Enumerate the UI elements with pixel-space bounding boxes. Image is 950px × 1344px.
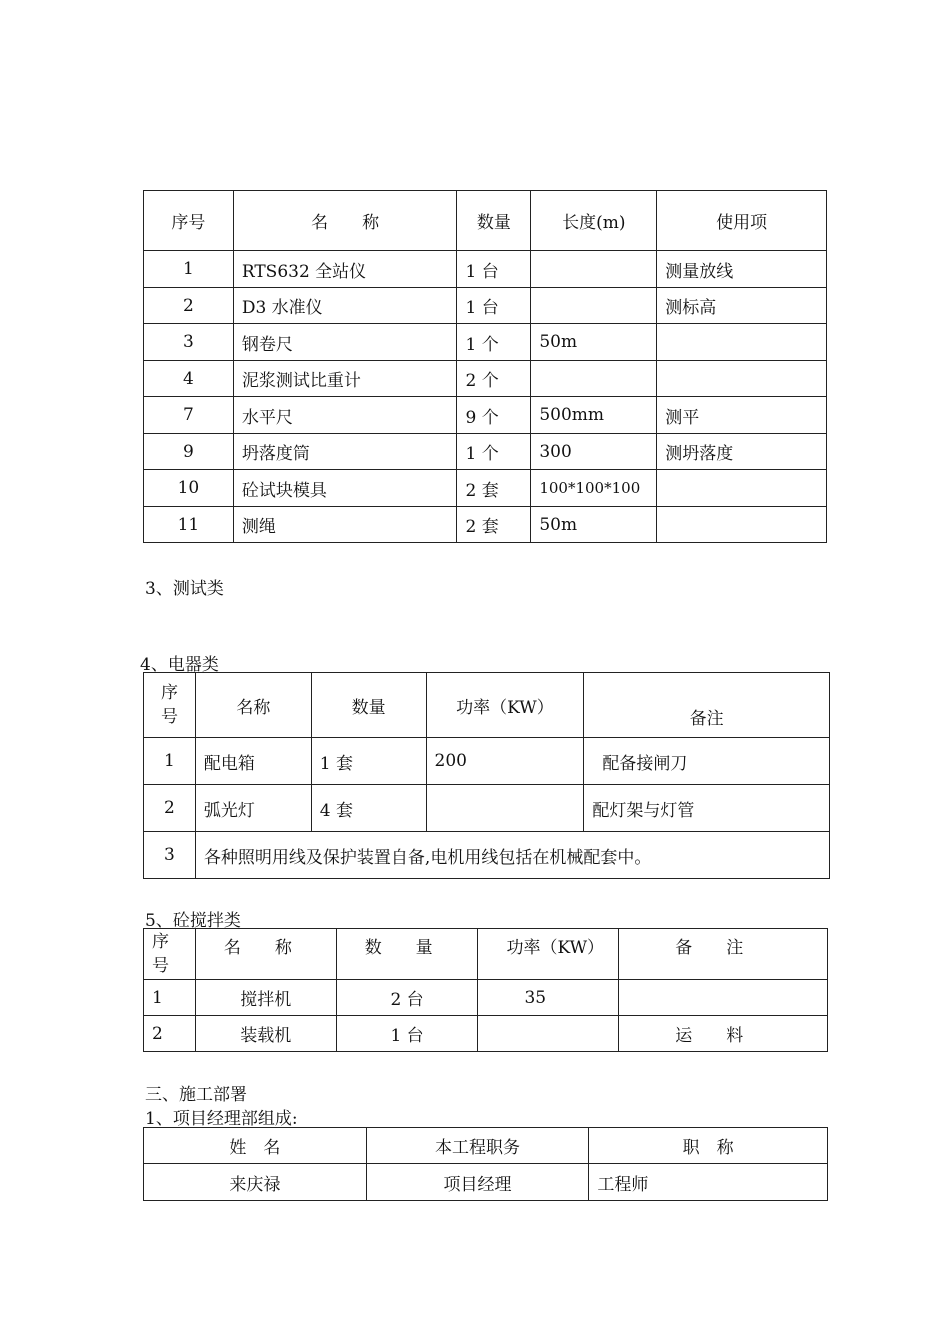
electrical-table	[143, 672, 830, 879]
table-header-row	[144, 1128, 828, 1164]
cell-index: 4	[144, 361, 234, 397]
table-row	[144, 397, 827, 434]
col-header-qty: 数量	[311, 673, 426, 738]
table-header-row	[144, 929, 828, 980]
cell-qty: 1 台	[336, 1016, 478, 1052]
col-header-index-line1: 序	[160, 683, 178, 703]
table-row	[144, 832, 830, 879]
cell-length	[531, 288, 657, 324]
cell-usage: 测坍落度	[657, 434, 827, 470]
cell-name: 砼试块模具	[233, 470, 457, 507]
cell-length	[531, 251, 657, 288]
col-header-length: 长度(m)	[531, 191, 657, 251]
col-header-title: 职 称	[589, 1128, 828, 1164]
cell-qty: 1 套	[311, 738, 426, 785]
col-header-name: 名 称	[233, 191, 457, 251]
col-header-position: 本工程职务	[366, 1128, 589, 1164]
table-row	[144, 507, 827, 543]
col-header-name: 名 称	[195, 929, 336, 980]
cell-remark: 配灯架与灯管	[584, 785, 830, 832]
table-row	[144, 434, 827, 470]
cell-remark: 运 料	[619, 1016, 828, 1052]
cell-name: 装载机	[195, 1016, 336, 1052]
cell-qty: 1 台	[457, 288, 531, 324]
cell-person-name: 来庆禄	[144, 1164, 367, 1201]
cell-length	[531, 361, 657, 397]
cell-length: 100*100*100	[531, 470, 657, 507]
cell-qty: 9 个	[457, 397, 531, 434]
cell-power: 200	[426, 738, 584, 785]
col-header-power: 功率（KW）	[426, 673, 584, 738]
cell-power: 35	[478, 980, 619, 1016]
col-header-qty: 数 量	[336, 929, 478, 980]
table-row	[144, 288, 827, 324]
table-row	[144, 251, 827, 288]
section-heading-electrical: 4、电器类	[140, 655, 219, 675]
col-header-index-line2: 号	[160, 707, 178, 727]
cell-index: 3	[144, 324, 234, 361]
cell-index: 2	[144, 785, 196, 832]
cell-length: 50m	[531, 324, 657, 361]
cell-index: 3	[144, 832, 196, 879]
cell-qty: 4 套	[311, 785, 426, 832]
instrument-table	[143, 190, 827, 543]
table-header-row	[144, 191, 827, 251]
col-header-index-line2: 号	[152, 956, 169, 976]
col-header-qty: 数量	[457, 191, 531, 251]
cell-usage: 测量放线	[657, 251, 827, 288]
cell-power	[426, 785, 584, 832]
table-header-row	[144, 673, 830, 738]
cell-length: 300	[531, 434, 657, 470]
cell-name: 配电箱	[195, 738, 311, 785]
cell-remark	[619, 980, 828, 1016]
col-header-power: 功率（KW）	[478, 929, 619, 980]
col-header-index: 序号	[144, 191, 234, 251]
table-row	[144, 1016, 828, 1052]
section-heading-team: 1、项目经理部组成:	[145, 1109, 298, 1129]
cell-index: 1	[144, 251, 234, 288]
cell-title: 工程师	[589, 1164, 828, 1201]
cell-index: 2	[144, 1016, 196, 1052]
cell-index: 11	[144, 507, 234, 543]
cell-power	[478, 1016, 619, 1052]
cell-index: 7	[144, 397, 234, 434]
cell-position: 项目经理	[366, 1164, 589, 1201]
cell-name: D3 水准仪	[233, 288, 457, 324]
cell-name: 钢卷尺	[233, 324, 457, 361]
cell-usage: 测标高	[657, 288, 827, 324]
cell-name: 泥浆测试比重计	[233, 361, 457, 397]
cell-qty: 2 套	[457, 470, 531, 507]
cell-qty: 2 套	[457, 507, 531, 543]
cell-length: 50m	[531, 507, 657, 543]
col-header-index	[144, 673, 196, 738]
team-table	[143, 1127, 828, 1201]
cell-length: 500mm	[531, 397, 657, 434]
col-header-usage: 使用项	[657, 191, 827, 251]
col-header-index	[144, 929, 196, 980]
cell-qty: 2 个	[457, 361, 531, 397]
cell-usage	[657, 470, 827, 507]
cell-index: 1	[144, 738, 196, 785]
table-row	[144, 785, 830, 832]
table-row	[144, 980, 828, 1016]
cell-remark: 配备接闸刀	[584, 738, 830, 785]
cell-usage: 测平	[657, 397, 827, 434]
section-heading-deployment: 三、施工部署	[145, 1085, 247, 1105]
cell-usage	[657, 324, 827, 361]
cell-usage	[657, 361, 827, 397]
section-heading-testing: 3、测试类	[145, 579, 224, 599]
cell-name: 搅拌机	[195, 980, 336, 1016]
col-header-index-line1: 序	[152, 932, 169, 952]
cell-usage	[657, 507, 827, 543]
cell-index: 9	[144, 434, 234, 470]
cell-name: 水平尺	[233, 397, 457, 434]
table-row	[144, 738, 830, 785]
cell-index: 2	[144, 288, 234, 324]
table-row	[144, 324, 827, 361]
cell-name: 测绳	[233, 507, 457, 543]
cell-index: 10	[144, 470, 234, 507]
col-header-person-name: 姓 名	[144, 1128, 367, 1164]
cell-name: 弧光灯	[195, 785, 311, 832]
col-header-remark: 备 注	[619, 929, 828, 980]
cell-qty: 1 个	[457, 324, 531, 361]
cell-index: 1	[144, 980, 196, 1016]
cell-note: 各种照明用线及保护装置自备,电机用线包括在机械配套中。	[195, 832, 829, 879]
table-row	[144, 361, 827, 397]
section-heading-mixing: 5、砼搅拌类	[145, 911, 241, 931]
mixing-table	[143, 928, 828, 1052]
cell-qty: 1 个	[457, 434, 531, 470]
cell-qty: 1 台	[457, 251, 531, 288]
col-header-remark: 备注	[584, 673, 830, 738]
table-row	[144, 1164, 828, 1201]
cell-name: RTS632 全站仪	[233, 251, 457, 288]
col-header-name: 名称	[195, 673, 311, 738]
cell-name: 坍落度筒	[233, 434, 457, 470]
cell-qty: 2 台	[336, 980, 478, 1016]
table-row	[144, 470, 827, 507]
